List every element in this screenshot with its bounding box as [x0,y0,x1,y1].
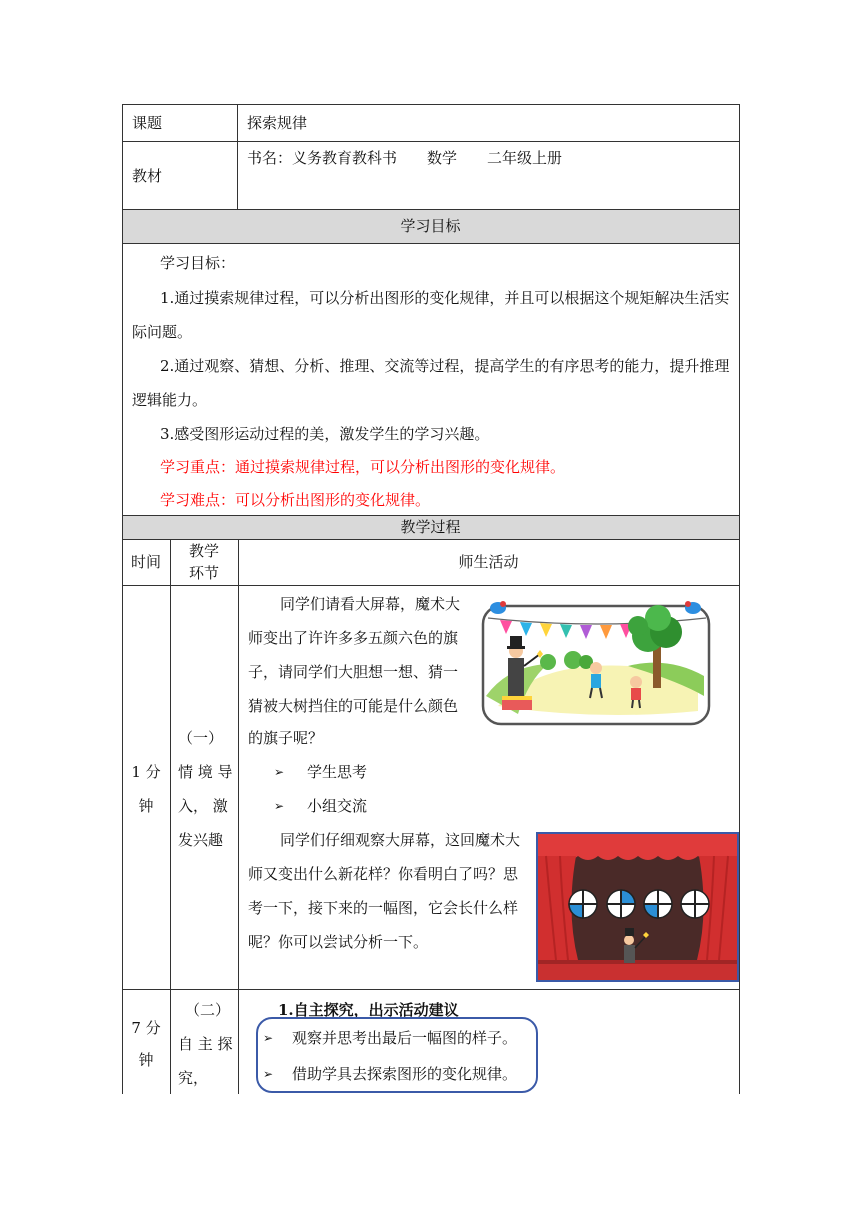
column-step-line-2: 环节 [188,564,219,582]
row1-step-line-4: 发兴趣 [178,831,224,849]
topic-label: 课题 [132,114,163,132]
row1-step-line-2: 情 境 导 [178,763,233,781]
material-label: 教材 [132,167,163,185]
row1-step-line-1: （一） [178,729,224,747]
row1-step-line-3: 入， 激 [178,797,228,815]
objective-3: 3.感受图形运动过程的美，激发学生的学习兴趣。 [160,425,490,443]
row2-bullet-1: 观察并思考出最后一幅图的样子。 [292,1029,518,1047]
column-step-line-1: 教学 [188,542,219,560]
row1-para2-line-2: 师又变出什么新花样？你看明白了吗？思 [248,865,519,883]
bullet-arrow-icon: ➢ [263,1067,274,1081]
objective-2-line-2: 逻辑能力。 [132,391,208,409]
objectives-title: 学习目标 [400,217,461,235]
row2-time-line-1: 7 分 [131,1019,161,1037]
objective-1-line-2: 际问题。 [132,323,193,341]
bullet-arrow-icon: ➢ [274,765,285,779]
row1-para2-line-1: 同学们仔细观察大屏幕，这回魔术大 [280,831,521,849]
row1-para1-line-5: 的旗子呢？ [248,729,324,747]
stage-pattern-illustration [536,832,739,982]
row2-step-line-2: 自 主 探 [178,1035,233,1053]
objective-1-line-1: 1.通过摸索规律过程，可以分析出图形的变化规律，并且可以根据这个规矩解决生活实 [160,289,730,307]
row1-bullet-2: 小组交流 [307,797,368,815]
topic-value: 探索规律 [247,114,308,132]
row1-para1-line-2: 师变出了许许多多五颜六色的旗 [248,629,459,647]
key-point: 学习重点：通过摸索规律过程，可以分析出图形的变化规律。 [160,458,566,476]
row1-para1-line-1: 同学们请看大屏幕，魔术大 [280,595,461,613]
row2-bullet-2: 借助学具去探索图形的变化规律。 [292,1065,518,1083]
magician-flags-illustration [478,596,714,728]
row1-bullet-1: 学生思考 [307,763,368,781]
row1-para1-line-4: 猜被大树挡住的可能是什么颜色 [248,697,459,715]
difficulty-point: 学习难点：可以分析出图形的变化规律。 [160,491,431,509]
row2-step-line-3: 究， [178,1069,209,1087]
row1-time-line-2: 钟 [138,797,154,815]
row2-heading: 1.自主探究，出示活动建议 [278,1001,459,1019]
column-activity: 师生活动 [458,553,519,571]
objective-2-line-1: 2.通过观察、猜想、分析、推理、交流等过程，提高学生的有序思考的能力，提升推理 [160,357,730,375]
material-value: 书名：义务教育教科书 数学 二年级上册 [247,149,563,167]
row1-para2-line-3: 考一下，接下来的一幅图，它会长什么样 [248,899,519,917]
bullet-arrow-icon: ➢ [263,1031,274,1045]
row2-step-line-1: （二） [185,1001,231,1019]
row1-para1-line-3: 子，请同学们大胆想一想、猜一 [248,663,459,681]
objectives-intro: 学习目标： [160,254,236,272]
row2-time-line-2: 钟 [138,1051,154,1069]
process-title: 教学过程 [400,518,461,536]
row1-time-line-1: 1 分 [131,763,161,781]
column-time: 时间 [130,553,161,571]
row1-para2-line-4: 呢？你可以尝试分析一下。 [248,933,429,951]
bullet-arrow-icon: ➢ [274,799,285,813]
